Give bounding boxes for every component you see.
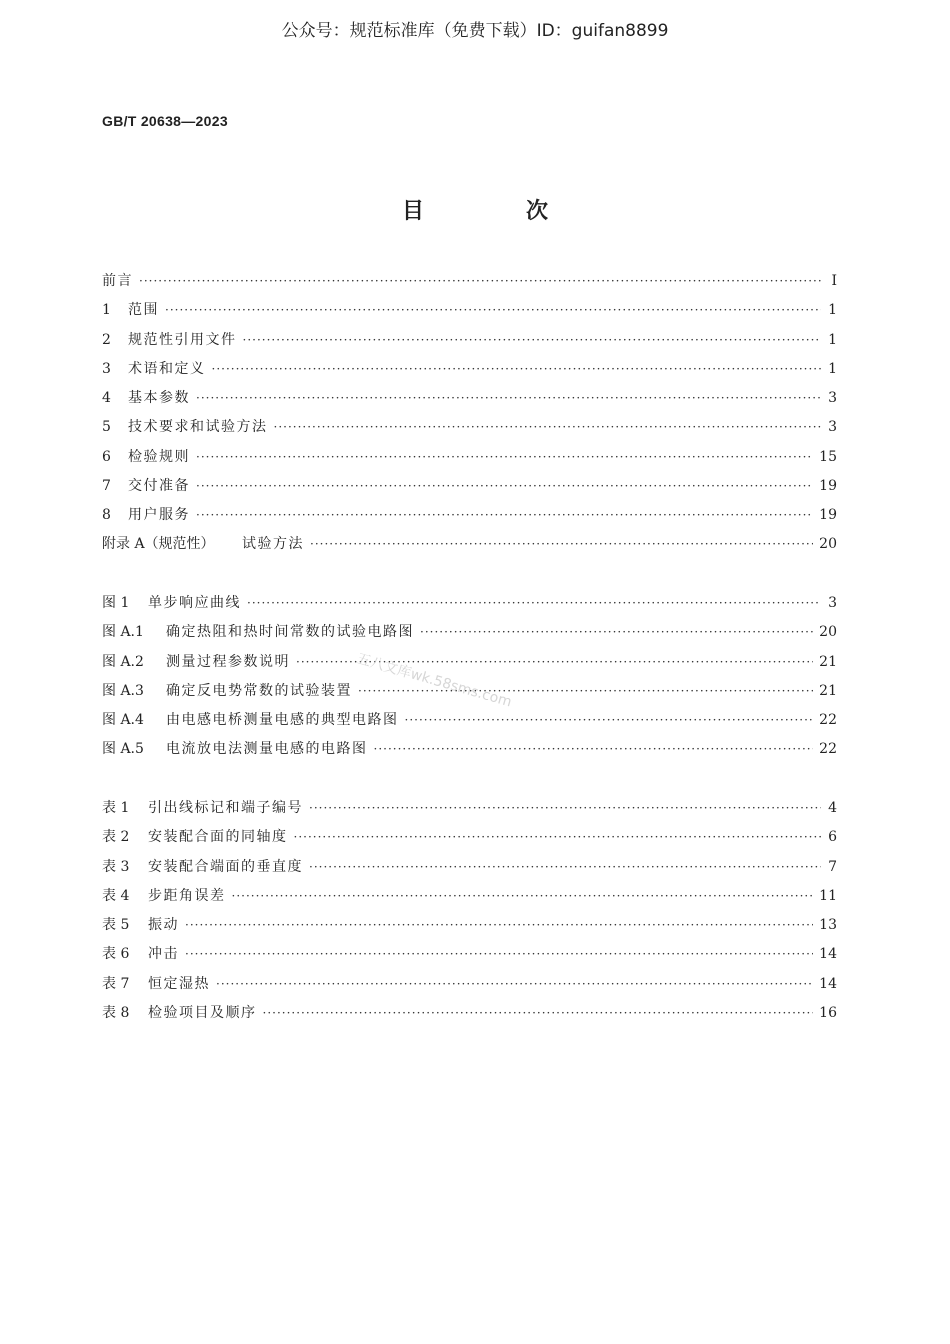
toc-entry-page: 22 [819,712,837,728]
toc-entry-page: 20 [819,536,837,553]
toc-entry-page: 14 [819,975,837,992]
toc-entry-page: 6 [828,829,837,846]
toc-entry-page: 19 [819,477,837,494]
toc-entry-label: 前言 [102,273,133,289]
dot-leader [196,479,813,493]
toc-entry-section-7[interactable] [102,475,837,504]
standard-code: GB/T 20638—2023 [102,113,228,129]
toc-entry-section-3[interactable] [102,358,837,387]
toc-entry-number: 表 7 [102,975,130,992]
toc-entry-label: 技术要求和试验方法 [128,419,268,436]
toc-entry-section-6[interactable] [102,446,837,475]
dot-leader [309,860,821,874]
toc-entry-section-1[interactable] [102,299,837,328]
dot-leader [310,537,813,551]
toc-entry-label: 安装配合面的同轴度 [148,829,288,846]
toc-entry-number: 表 3 [102,858,130,875]
toc-entry-page: 3 [828,419,837,436]
toc-entry-figure-a4[interactable] [102,709,837,738]
toc-entry-number: 附录 A（规范性） [102,536,215,553]
toc-entry-page: 15 [819,448,837,465]
toc-entry-page: 21 [819,682,837,699]
toc-sections [102,270,837,563]
toc-entry-section-4[interactable] [102,387,837,416]
toc-tables [102,797,837,1031]
toc-entry-label: 检验规则 [128,448,190,465]
dot-leader [185,947,813,961]
toc-entry-table-2[interactable] [102,826,837,855]
toc-entry-label: 交付准备 [128,477,190,494]
toc-entry-page: 13 [819,917,837,933]
toc-entry-table-8[interactable] [102,1002,837,1031]
toc-entry-number: 表 2 [102,829,130,846]
toc-entry-number: 表 1 [102,800,130,816]
dot-leader [263,1006,814,1020]
toc-entry-label: 安装配合端面的垂直度 [148,858,303,875]
toc-entry-number: 表 6 [102,946,130,963]
dot-leader [247,596,821,610]
toc-entry-figure-a2[interactable] [102,651,837,680]
toc-entry-label: 规范性引用文件 [128,331,237,348]
dot-leader [139,274,821,288]
toc-entry-table-4[interactable] [102,885,837,914]
toc-entry-section-8[interactable] [102,504,837,533]
toc-entry-section-2[interactable] [102,329,837,358]
toc-entry-table-3[interactable] [102,856,837,885]
dot-leader [196,391,821,405]
toc-entry-page: 1 [828,360,837,377]
dot-leader [212,362,822,376]
toc-entry-table-6[interactable] [102,943,837,972]
toc-entry-label: 试验方法 [242,536,304,553]
toc-entry-table-1[interactable] [102,797,837,826]
toc-entry-number: 图 A.2 [102,653,144,670]
toc-entry-table-5[interactable] [102,914,837,943]
dot-leader [420,625,813,639]
toc-entry-label: 单步响应曲线 [148,595,241,611]
toc-entry-page: 21 [819,653,837,670]
toc-entry-number: 7 [102,477,111,494]
dot-leader [216,977,813,991]
toc-entry-number: 表 4 [102,887,130,904]
toc-title: 目 次 [401,199,588,224]
toc-entry-page: 22 [819,741,837,758]
toc-entry-figure-1[interactable] [102,592,837,621]
toc-entry-label: 范围 [128,302,159,319]
toc-entry-figure-a1[interactable] [102,621,837,650]
dot-leader [243,333,822,347]
toc-entry-number: 图 A.4 [102,712,144,728]
toc-entry-label: 引出线标记和端子编号 [148,800,303,816]
dot-leader [374,742,814,756]
toc-entry-number: 8 [102,507,111,523]
toc-entry-page: 20 [819,624,837,641]
toc-entry-label: 冲击 [148,946,179,963]
toc-entry-table-7[interactable] [102,973,837,1002]
toc-entry-page: Ⅰ [831,273,837,289]
toc-entry-number: 5 [102,419,111,436]
toc-entry-number: 图 A.3 [102,682,144,699]
dot-leader [165,303,821,317]
toc-entry-page: 11 [819,887,837,904]
toc-entry-label: 术语和定义 [128,360,206,377]
dot-leader [274,420,822,434]
toc-entry-label: 振动 [148,917,179,933]
dot-leader [309,801,821,815]
toc-entry-figure-a5[interactable] [102,738,837,767]
toc-entry-number: 图 1 [102,595,130,611]
toc-entry-page: 4 [828,800,837,816]
toc-entry-label: 测量过程参数说明 [166,653,290,670]
toc-entry-label: 确定反电势常数的试验装置 [166,682,352,699]
toc-entry-label: 用户服务 [128,507,190,523]
toc-entry-page: 14 [819,946,837,963]
toc-entry-page: 1 [828,331,837,348]
dot-leader [294,830,822,844]
toc-entry-number: 表 5 [102,917,130,933]
dot-leader [185,918,813,932]
watermark: 五八文库wk.58sms.com [354,650,514,711]
toc-entry-label: 由电感电桥测量电感的典型电路图 [166,712,399,728]
toc-entry-page: 3 [828,595,837,611]
toc-entry-number: 图 A.1 [102,624,144,641]
dot-leader [405,713,814,727]
toc-entry-label: 恒定湿热 [148,975,210,992]
toc-entry-page: 3 [828,390,837,406]
toc-entry-label: 确定热阻和热时间常数的试验电路图 [166,624,414,641]
toc-entry-number: 图 A.5 [102,741,144,758]
toc-entry-number: 6 [102,448,111,465]
toc-entry-label: 步距角误差 [148,887,226,904]
toc-entry-page: 7 [828,858,837,875]
toc-entry-label: 基本参数 [128,390,190,406]
toc-entry-number: 1 [102,302,111,319]
toc-entry-label: 检验项目及顺序 [148,1004,257,1021]
toc-entry-label: 电流放电法测量电感的电路图 [166,741,368,758]
toc-entry-page: 16 [819,1004,837,1021]
dot-leader [232,889,814,903]
toc-entry-number: 4 [102,390,111,406]
toc-entry-section-5[interactable] [102,416,837,445]
toc-entry-annex-a[interactable] [102,533,837,562]
toc-entry-number: 3 [102,360,111,377]
toc-entry-number: 2 [102,331,111,348]
toc-entry-page: 19 [819,507,837,523]
toc-entry-foreword[interactable] [102,270,837,299]
dot-leader [196,450,813,464]
toc-entry-page: 1 [828,302,837,319]
toc-entry-number: 表 8 [102,1004,130,1021]
dot-leader [196,508,813,522]
top-banner: 公众号：规范标准库（免费下载）ID：guifan8899 [281,21,669,41]
